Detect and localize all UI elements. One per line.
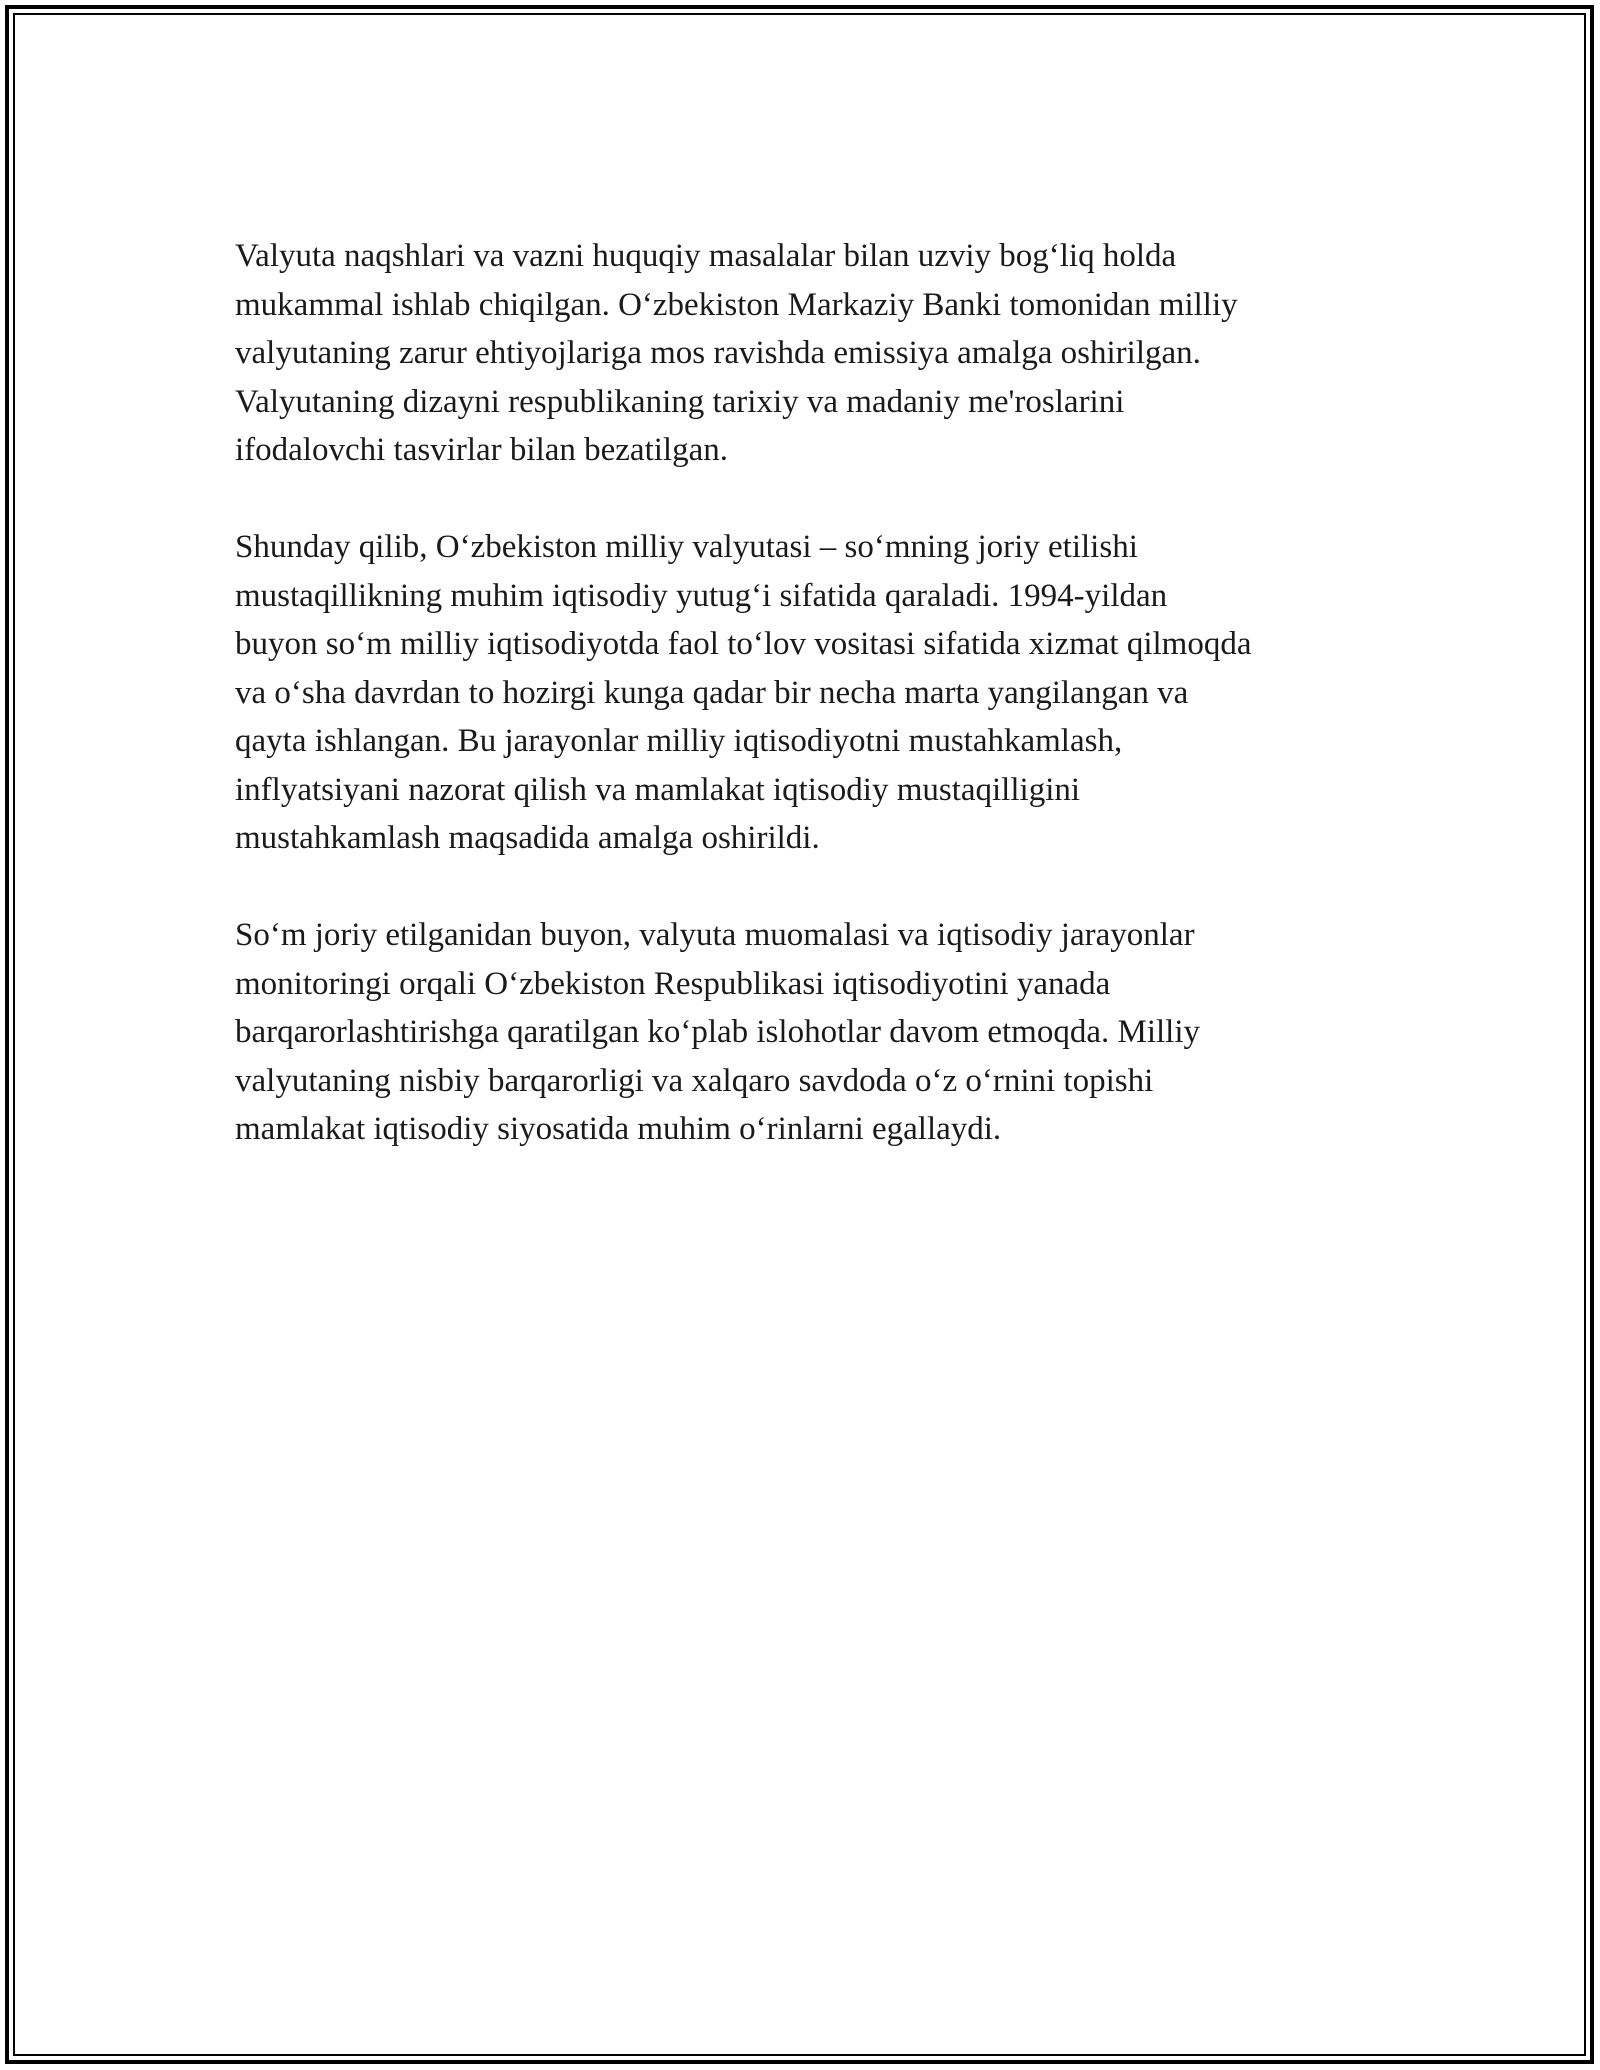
text-line: mustaqillikning muhim iqtisodiy yutug‘i sifatida qaraladi. 1994-yildan <box>235 577 1168 614</box>
text-line: buyon so‘m milliy iqtisodiyotda faol to‘lov vositasi sifatida xizmat qilmoqda <box>235 626 1252 662</box>
text-line: valyutaning zarur ehtiyojlariga mos ravishda emissiya amalga oshirilgan. <box>235 335 1201 371</box>
text-line: monitoringi orqali O‘zbekiston Respublikasi iqtisodiyotini yanada <box>235 965 1111 1002</box>
text-line: mustahkamlash maqsadida amalga oshirildi. <box>235 820 820 856</box>
text-line: barqarorlashtirishga qaratilgan ko‘plab islohotlar davom etmoqda. Milliy <box>235 1014 1201 1050</box>
text-line: va o‘sha davrdan to hozirgi kunga qadar bir necha marta yangilangan va <box>235 674 1189 711</box>
paragraph-1 <box>235 232 1385 475</box>
document-body <box>235 232 1385 1202</box>
paragraph-3 <box>235 911 1385 1154</box>
text-line: valyutaning nisbiy barqarorligi va xalqaro savdoda o‘z o‘rnini topishi <box>235 1062 1154 1099</box>
text-line: Shunday qilib, O‘zbekiston milliy valyutasi – so‘mning joriy etilishi <box>235 529 1138 565</box>
text-line: qayta ishlangan. Bu jarayonlar milliy iqtisodiyotni mustahkamlash, <box>235 723 1123 759</box>
text-line: ifodalovchi tasvirlar bilan bezatilgan. <box>235 432 728 468</box>
text-line: So‘m joriy etilganidan buyon, valyuta muomalasi va iqtisodiy jarayonlar <box>235 917 1195 953</box>
paragraph-2 <box>235 523 1385 863</box>
text-line: mukammal ishlab chiqilgan. O‘zbekiston Markaziy Banki tomonidan milliy <box>235 286 1238 323</box>
text-line: mamlakat iqtisodiy siyosatida muhim o‘rinlarni egallaydi. <box>235 1111 1002 1147</box>
text-line: Valyuta naqshlari va vazni huquqiy masalalar bilan uzviy bog‘liq holda <box>235 238 1177 274</box>
text-line: inflyatsiyani nazorat qilish va mamlakat iqtisodiy mustaqilligini <box>235 771 1081 808</box>
text-line: Valyutaning dizayni respublikaning tarixiy va madaniy me'roslarini <box>235 383 1125 420</box>
